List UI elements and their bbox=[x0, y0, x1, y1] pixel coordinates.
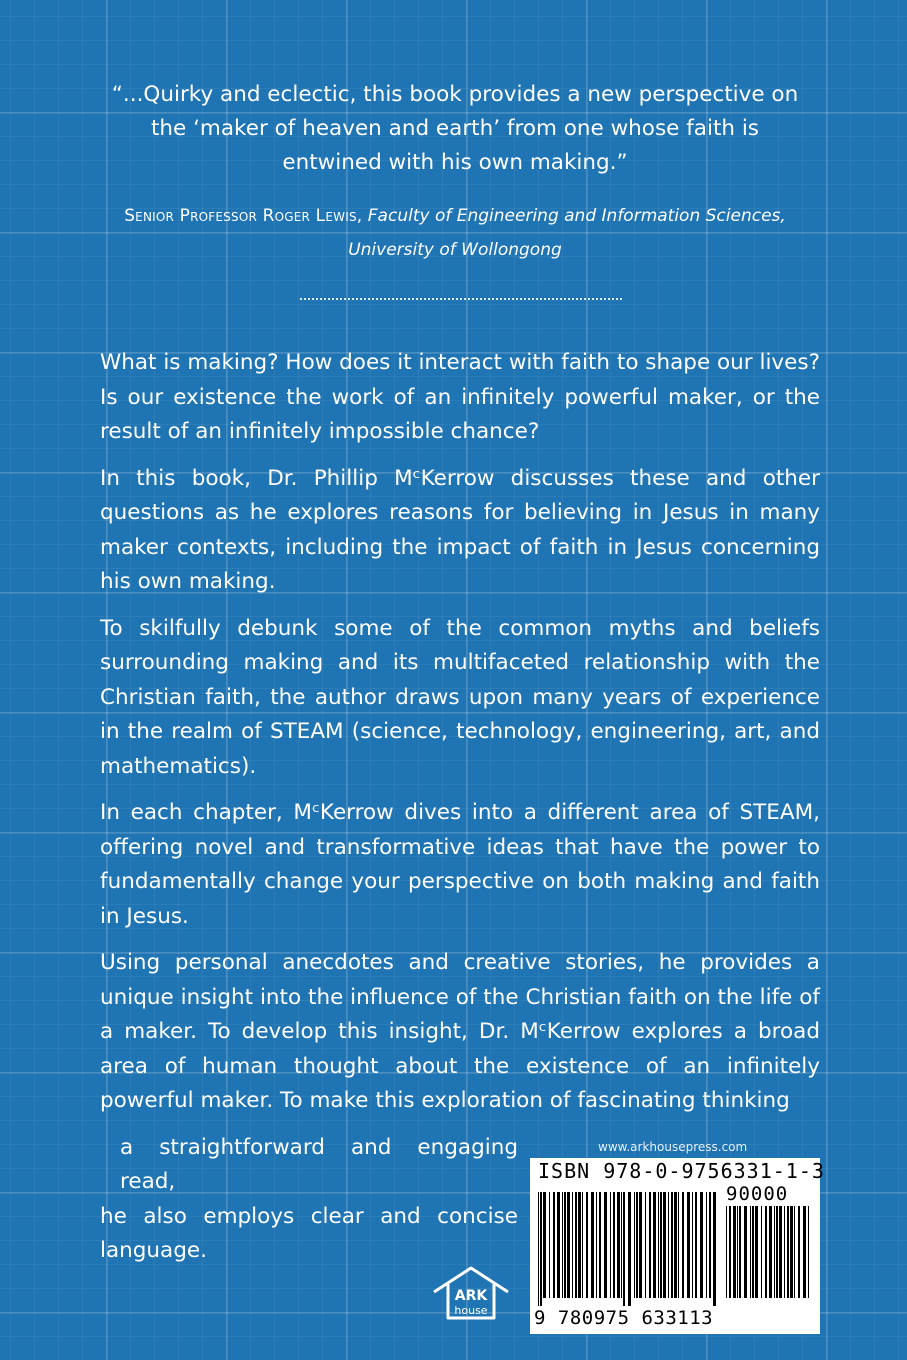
barcode-bar bbox=[774, 1206, 775, 1298]
barcode-bar bbox=[737, 1206, 738, 1298]
barcode-bar bbox=[787, 1206, 789, 1298]
endorsement-affiliation: Faculty of Engineering and Information Sciences, University of Wollongong bbox=[348, 206, 786, 260]
barcode-bar bbox=[572, 1192, 573, 1298]
barcode-bar bbox=[564, 1192, 566, 1298]
barcode-bar bbox=[562, 1192, 563, 1298]
isbn-text: ISBN 978-0-9756331-1-3 bbox=[538, 1159, 825, 1183]
dotted-divider bbox=[300, 298, 622, 300]
barcode-bar bbox=[578, 1192, 581, 1298]
barcode-bar bbox=[586, 1192, 588, 1298]
barcode-bar bbox=[713, 1192, 716, 1306]
barcode-bar bbox=[660, 1192, 662, 1298]
blurb-paragraph-4: In each chapter, MᶜKerrow dives into a different area of STEAM, offering novel and transformative ideas that have the power to fundamentally change your perspective on both making and faith in Jesus. bbox=[100, 800, 820, 929]
barcode-bar bbox=[553, 1192, 555, 1298]
endorsement-attribution bbox=[110, 199, 800, 267]
barcode-bar bbox=[538, 1192, 539, 1306]
barcode-bar bbox=[653, 1192, 656, 1298]
barcode-bar bbox=[658, 1192, 659, 1298]
blurb-paragraph-1: What is making? How does it interact with faith to shape our lives? Is our existence the work of an infinitely powerful maker, or the result of an infinitely impossible chance? bbox=[100, 350, 820, 444]
barcode-bar bbox=[790, 1206, 793, 1298]
barcode-bar bbox=[744, 1206, 747, 1298]
endorsement-author: Senior Professor Roger Lewis, bbox=[124, 206, 363, 226]
blurb-paragraph-5-wrap bbox=[100, 1131, 518, 1269]
blurb-paragraph-5-line-2: a straightforward and engaging read, bbox=[120, 1134, 518, 1194]
barcode-bar bbox=[765, 1206, 767, 1298]
barcode-bar bbox=[776, 1206, 778, 1298]
barcode-bar bbox=[623, 1192, 625, 1306]
barcode-bar bbox=[779, 1206, 782, 1298]
barcode-bar bbox=[695, 1192, 697, 1298]
barcode-bar bbox=[617, 1192, 620, 1298]
barcode-bar bbox=[634, 1192, 635, 1298]
logo-text-bottom: house bbox=[454, 1304, 488, 1317]
barcode-bar bbox=[709, 1192, 711, 1298]
barcode-bar bbox=[784, 1206, 785, 1298]
ean-digits: 9 780975 633113 bbox=[534, 1307, 714, 1329]
barcode-bar bbox=[668, 1192, 669, 1298]
barcode-bar bbox=[610, 1192, 611, 1298]
blurb-paragraph-5: Using personal anecdotes and creative stories, he provides a unique insight into the influence of the Christian faith on the life of a maker. To develop this insight, Dr. MᶜKerrow explores a broad area of human thought about the existence of an infinitely powerful maker. To make this exploration of fascinating thinking bbox=[100, 950, 820, 1113]
barcode-bar bbox=[582, 1192, 583, 1298]
isbn-barcode bbox=[530, 1158, 825, 1334]
barcode-bar bbox=[591, 1192, 594, 1298]
barcode-bar bbox=[808, 1206, 809, 1298]
barcode-bar bbox=[636, 1192, 638, 1298]
barcode-bar bbox=[645, 1192, 646, 1298]
barcode-bar bbox=[733, 1206, 736, 1298]
barcode-bar bbox=[596, 1192, 597, 1298]
blurb-paragraph-5-line-3: he also employs clear and concise language. bbox=[100, 1203, 518, 1263]
barcode-bar bbox=[599, 1192, 601, 1298]
barcode-bar bbox=[663, 1192, 666, 1298]
barcode-bar bbox=[557, 1192, 560, 1298]
barcode-bar bbox=[755, 1206, 758, 1298]
barcode-bar bbox=[726, 1206, 727, 1298]
barcode-bar bbox=[674, 1192, 677, 1298]
barcode-bar bbox=[678, 1192, 679, 1298]
addon-barcode-bars bbox=[726, 1206, 812, 1306]
price-code: 90000 bbox=[726, 1183, 789, 1205]
barcode-bar bbox=[769, 1206, 772, 1298]
publisher-url[interactable]: www.arkhousepress.com bbox=[598, 1140, 748, 1154]
barcode-bar bbox=[549, 1192, 550, 1298]
barcode-bar bbox=[706, 1192, 707, 1298]
logo-text-top: ARK bbox=[454, 1288, 488, 1304]
blurb-paragraph-2: In this book, Dr. Phillip MᶜKerrow discusses these and other questions as he explores reasons for believing in Jesus in many maker contexts, including the impact of faith in Jesus concerning his own making. bbox=[100, 465, 820, 594]
barcode-bar bbox=[567, 1192, 570, 1298]
barcode-bar bbox=[700, 1192, 703, 1298]
barcode-bar bbox=[739, 1206, 741, 1298]
barcode-bar bbox=[671, 1192, 673, 1298]
barcode-bar bbox=[750, 1206, 751, 1298]
barcode-bar bbox=[803, 1206, 806, 1298]
ark-house-logo bbox=[428, 1264, 514, 1320]
barcode-bar bbox=[687, 1192, 690, 1298]
barcode-bar bbox=[649, 1192, 651, 1298]
barcode-bar bbox=[621, 1192, 622, 1298]
blurb-paragraph-3: To skilfully debunk some of the common myths and beliefs surrounding making and its multifaceted relationship with the Christian faith, the author draws upon many years of experience in the realm of STEAM (science, technology, engineering, art, and mathematics). bbox=[100, 615, 820, 779]
barcode-bar bbox=[682, 1192, 684, 1298]
endorsement-quote: “...Quirky and eclectic, this book provides a new perspective on the ‘maker of heaven and earth’ from one whose faith is entwined with his own making.” bbox=[111, 82, 799, 175]
barcode-bar bbox=[692, 1192, 693, 1298]
barcode-bar bbox=[604, 1192, 607, 1298]
barcode-bar bbox=[543, 1192, 546, 1298]
barcode-bar bbox=[575, 1192, 577, 1298]
barcode-bar bbox=[798, 1206, 800, 1298]
barcode-bar bbox=[794, 1206, 795, 1298]
barcode-bar bbox=[752, 1206, 754, 1298]
barcode-bar bbox=[628, 1192, 631, 1306]
barcode-bar bbox=[613, 1192, 615, 1298]
barcode-bar bbox=[729, 1206, 731, 1298]
barcode-bar bbox=[540, 1192, 542, 1306]
barcode-bar bbox=[761, 1206, 762, 1298]
barcode-bar bbox=[639, 1192, 642, 1298]
ean-barcode-bars bbox=[538, 1192, 718, 1306]
blurb bbox=[100, 346, 825, 1269]
